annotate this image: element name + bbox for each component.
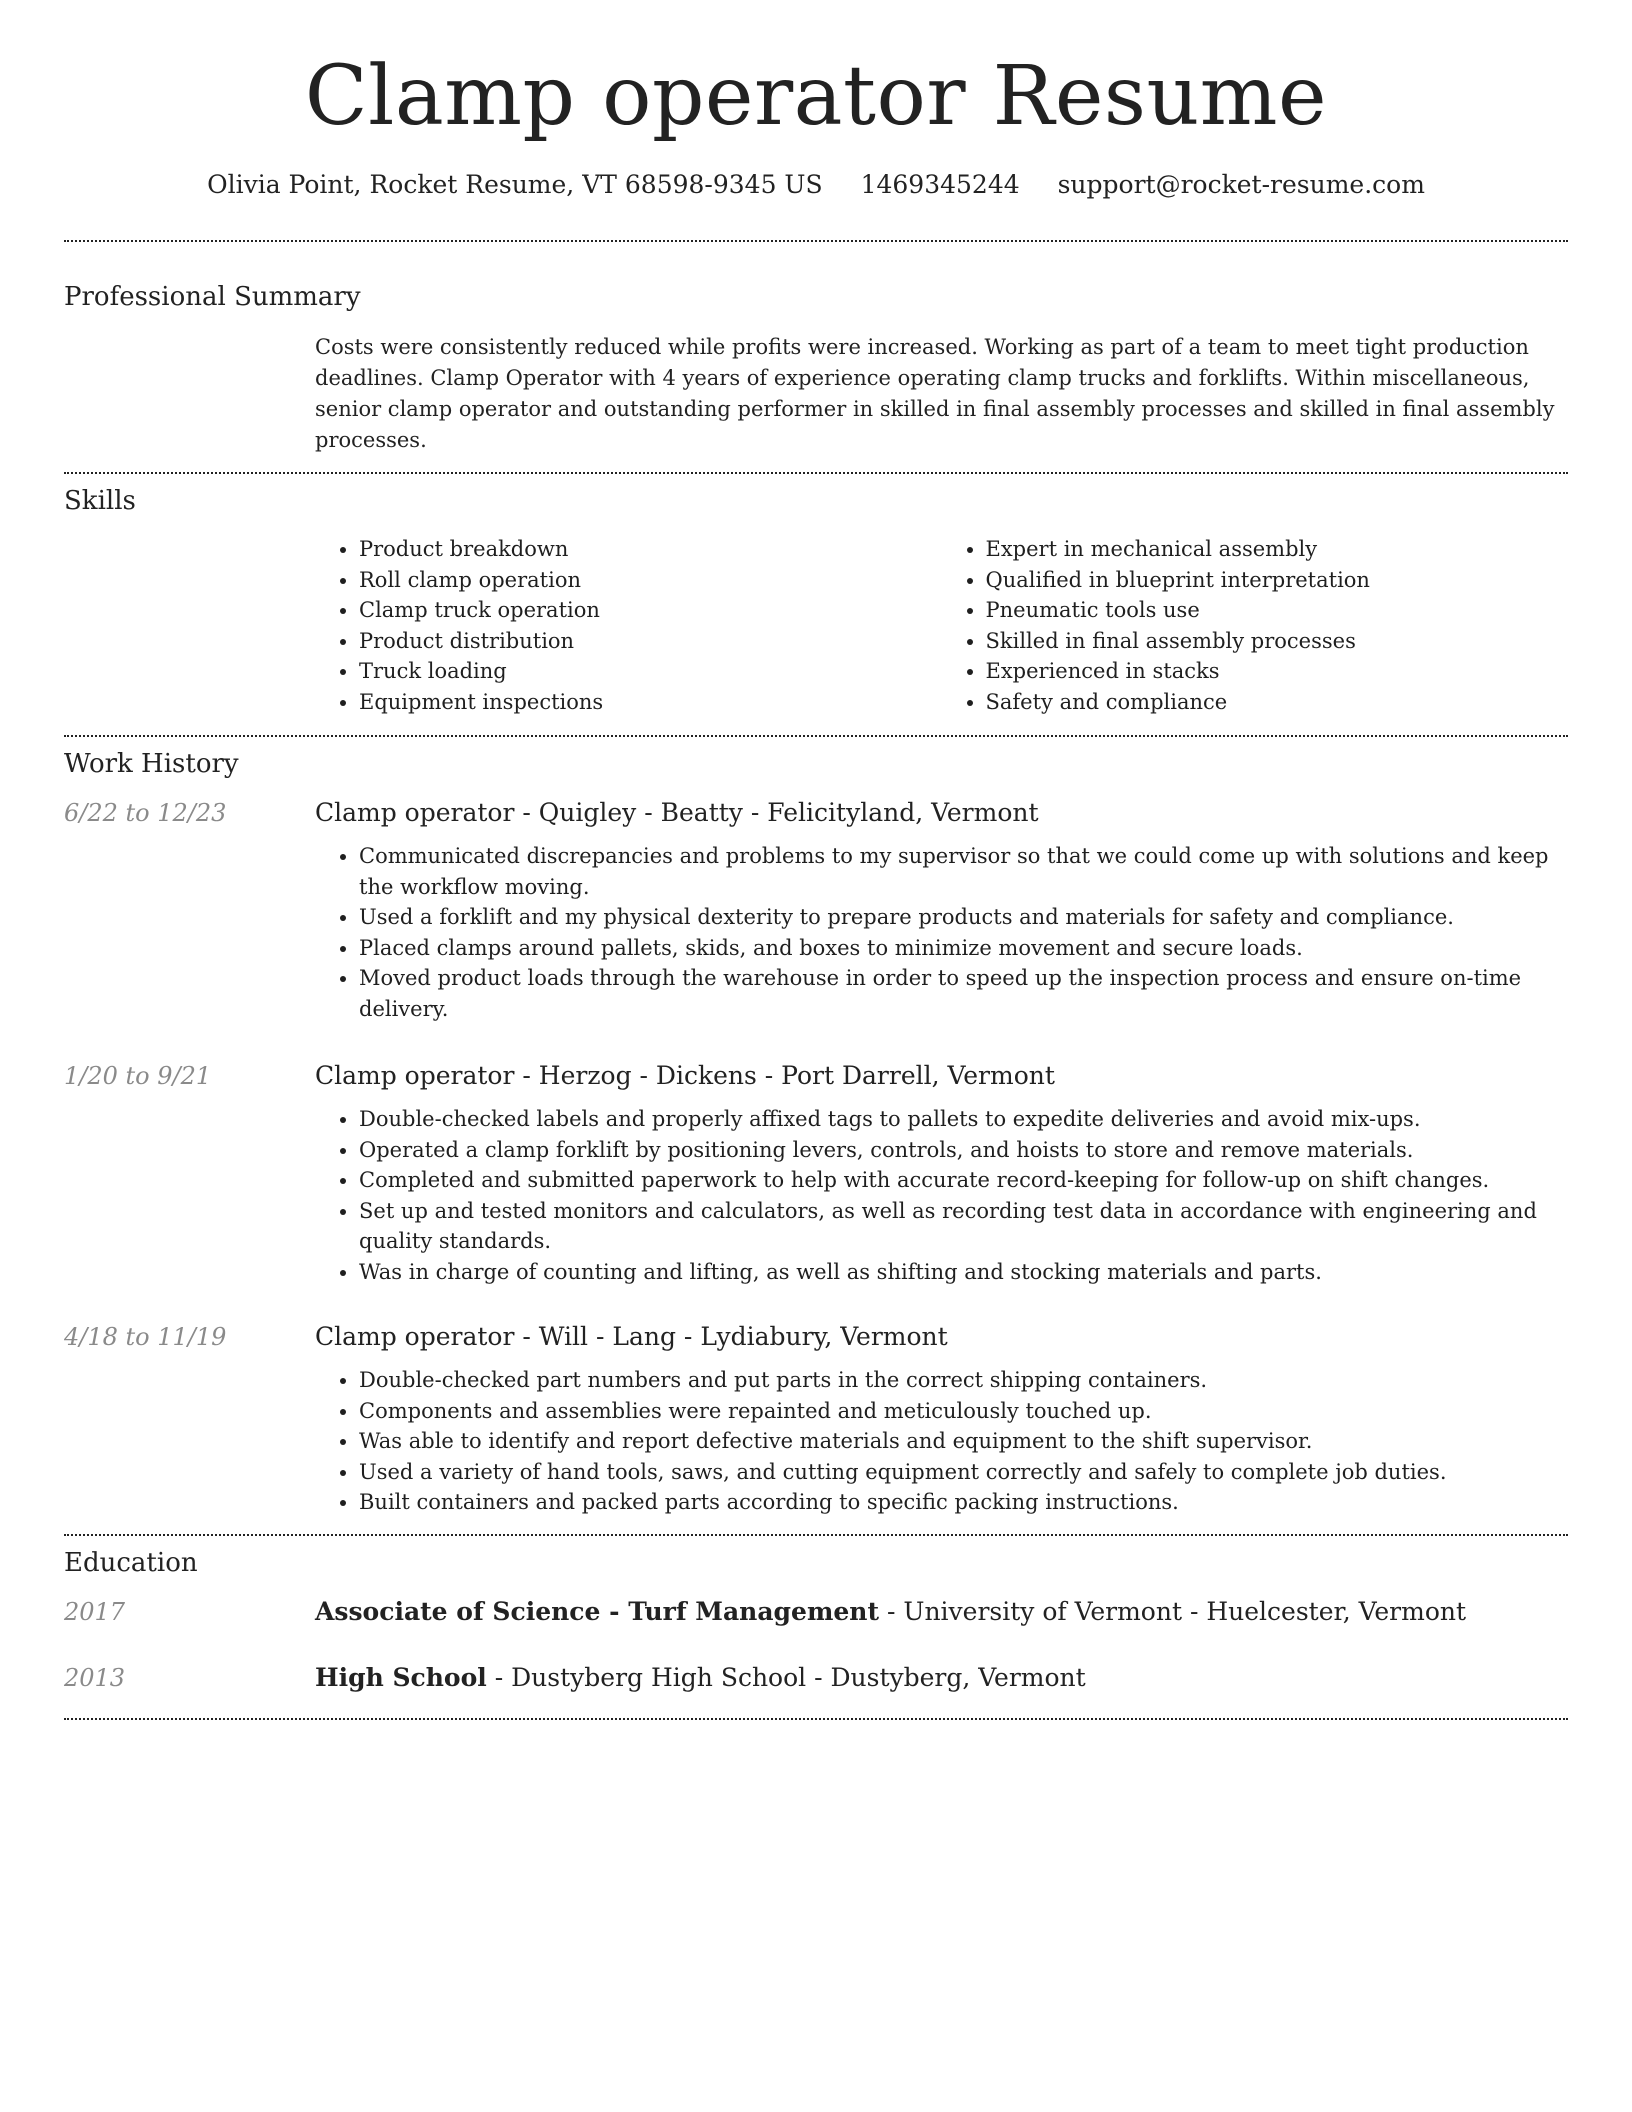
skill-item: • Expert in mechanical assembly	[986, 534, 1569, 565]
skills-list-left	[315, 534, 942, 717]
job-bullet: • Operated a clamp forklift by positioning levers, controls, and hoists to store and remove materials.	[359, 1135, 1568, 1166]
summary-text: Costs were consistently reduced while profits were increased. Working as part of a team to meet tight production deadlines. Clamp Operator with 4 years of experience operating clamp trucks and forklifts. Within miscellaneous, senior clamp operator and outstanding performer in skilled in final assembly processes and skilled in final assembly processes.	[315, 335, 1555, 452]
job-bullet: • Moved product loads through the warehouse in order to speed up the inspection process and ensure on-time delivery.	[359, 963, 1568, 1024]
skill-item: • Equipment inspections	[359, 687, 942, 718]
resume-title: Clamp operator Resume	[304, 49, 1328, 144]
education-school: - Dustyberg High School - Dustyberg, Vermont	[486, 1662, 1086, 1692]
education-section	[64, 1596, 1568, 1694]
job-bullet: • Placed clamps around pallets, skids, and boxes to minimize movement and secure loads.	[359, 933, 1568, 964]
job-role: Clamp operator	[315, 798, 515, 827]
section-divider	[64, 1718, 1568, 1720]
contact-email: support@rocket-resume.com	[1057, 170, 1425, 200]
skill-item: • Product distribution	[359, 626, 942, 657]
work-heading: Work History	[64, 749, 239, 779]
skills-heading: Skills	[64, 486, 136, 516]
job-bullets	[315, 841, 1568, 1024]
summary-heading: Professional Summary	[64, 282, 361, 312]
job-bullet: • Used a variety of hand tools, saws, and cutting equipment correctly and safely to complete job duties.	[359, 1457, 1568, 1488]
skill-item: • Pneumatic tools use	[986, 595, 1569, 626]
summary-section	[64, 312, 1568, 472]
job-title	[315, 1321, 1568, 1353]
job-bullet: • Completed and submitted paperwork to help with accurate record-keeping for follow-up on shift changes.	[359, 1165, 1568, 1196]
job-entry	[64, 1060, 1568, 1287]
skill-item: • Roll clamp operation	[359, 565, 942, 596]
contact-phone: 1469345244	[860, 170, 1020, 200]
job-title	[315, 797, 1568, 829]
job-entry	[64, 1321, 1568, 1518]
job-bullet: • Used a forklift and my physical dexterity to prepare products and materials for safety and compliance.	[359, 902, 1568, 933]
skill-item: • Truck loading	[359, 656, 942, 687]
education-year: 2013	[64, 1663, 126, 1692]
education-entry	[64, 1596, 1568, 1628]
job-bullet: • Built containers and packed parts according to specific packing instructions.	[359, 1487, 1568, 1518]
skill-item: • Product breakdown	[359, 534, 942, 565]
skill-item: • Clamp truck operation	[359, 595, 942, 626]
job-dates: 6/22 to 12/23	[64, 799, 227, 827]
job-bullet: • Double-checked part numbers and put parts in the correct shipping containers.	[359, 1365, 1568, 1396]
skill-item: • Skilled in final assembly processes	[986, 626, 1569, 657]
job-bullet: • Communicated discrepancies and problems to my supervisor so that we could come up with solutions and keep the workflow moving.	[359, 841, 1568, 902]
job-bullets	[315, 1365, 1568, 1518]
job-bullet: • Was able to identify and report defective materials and equipment to the shift supervisor.	[359, 1426, 1568, 1457]
resume-content	[64, 240, 1568, 1720]
job-role: Clamp operator	[315, 1322, 515, 1351]
job-employer: - Will - Lang - Lydiabury, Vermont	[514, 1322, 948, 1351]
education-degree: Associate of Science - Turf Management	[315, 1596, 880, 1626]
education-year: 2017	[64, 1597, 126, 1626]
education-title	[315, 1596, 1568, 1628]
job-entry	[64, 797, 1568, 1024]
education-school: - University of Vermont - Huelcester, Vermont	[879, 1596, 1467, 1626]
job-employer: - Quigley - Beatty - Felicityland, Vermont	[514, 798, 1039, 827]
education-degree: High School	[315, 1662, 487, 1692]
skill-item: • Safety and compliance	[986, 687, 1569, 718]
skill-item: • Qualified in blueprint interpretation	[986, 565, 1569, 596]
job-role: Clamp operator	[315, 1061, 515, 1090]
job-employer: - Herzog - Dickens - Port Darrell, Vermont	[514, 1061, 1055, 1090]
job-dates: 4/18 to 11/19	[64, 1323, 227, 1351]
job-bullet: • Was in charge of counting and lifting, as well as shifting and stocking materials and parts.	[359, 1257, 1568, 1288]
contact-line	[0, 170, 1632, 199]
job-bullet: • Components and assemblies were repainted and meticulously touched up.	[359, 1396, 1568, 1427]
contact-address: Olivia Point, Rocket Resume, VT 68598-9345 US	[207, 170, 823, 200]
resume-header	[0, 0, 1632, 199]
education-title	[315, 1662, 1568, 1694]
job-bullet: • Double-checked labels and properly affixed tags to pallets to expedite deliveries and avoid mix-ups.	[359, 1104, 1568, 1135]
job-dates: 1/20 to 9/21	[64, 1062, 212, 1090]
skills-list-right	[942, 534, 1569, 717]
education-heading: Education	[64, 1547, 198, 1578]
skill-item: • Experienced in stacks	[986, 656, 1569, 687]
job-bullet: • Set up and tested monitors and calculators, as well as recording test data in accordance with engineering and quality standards.	[359, 1196, 1568, 1257]
skills-section	[64, 516, 1568, 735]
education-entry	[64, 1662, 1568, 1694]
job-title	[315, 1060, 1568, 1092]
job-bullets	[315, 1104, 1568, 1287]
